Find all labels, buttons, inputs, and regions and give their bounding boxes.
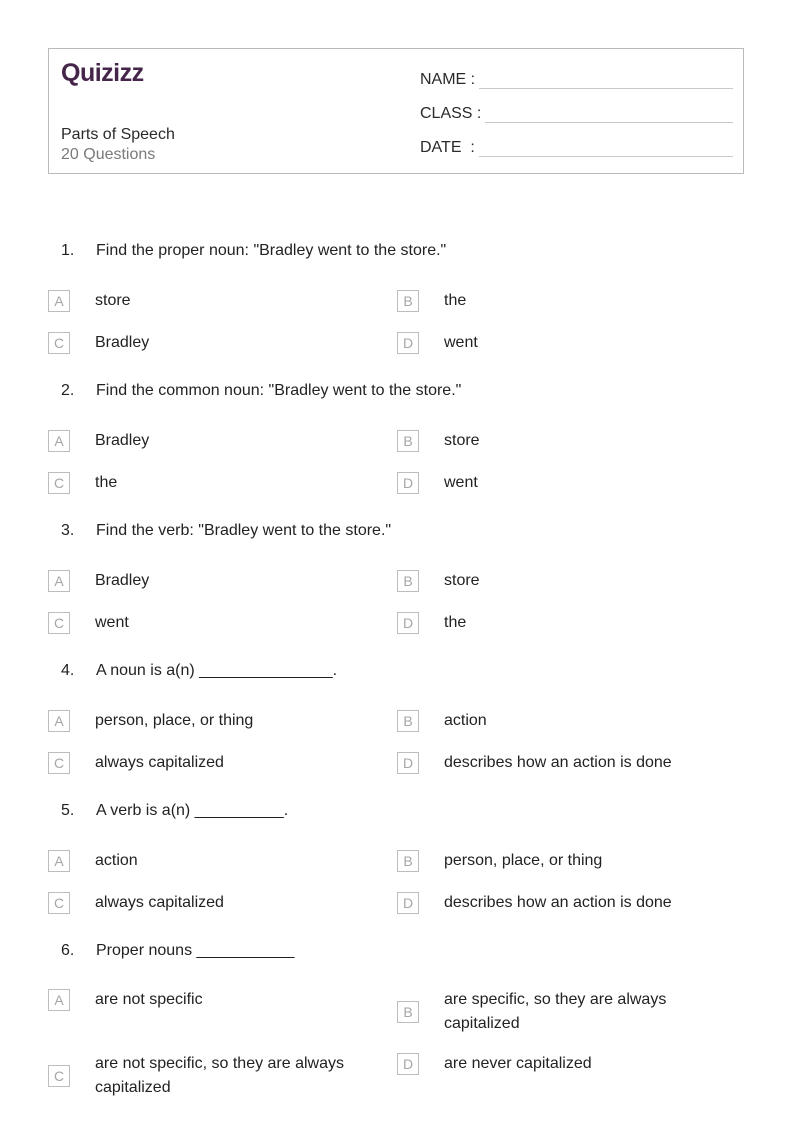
- date-line[interactable]: [479, 136, 733, 157]
- question-number: 1.: [61, 242, 75, 259]
- question-number: 5.: [61, 802, 75, 819]
- question-text: Find the verb: "Bradley went to the store.": [96, 522, 392, 539]
- option-letter-box: D: [397, 892, 419, 914]
- option-text: describes how an action is done: [444, 894, 672, 911]
- option-letter-box: D: [397, 612, 419, 634]
- worksheet-title: Parts of Speech: [61, 126, 175, 143]
- option-letter-box: C: [48, 612, 70, 634]
- option-text: action: [95, 852, 138, 869]
- option-a[interactable]: [48, 988, 378, 1012]
- option-c[interactable]: [48, 611, 378, 635]
- option-letter-box: C: [48, 892, 70, 914]
- date-field[interactable]: [420, 133, 733, 157]
- option-text: went: [444, 334, 478, 351]
- question-count: 20 Questions: [61, 146, 156, 163]
- option-letter-box: C: [48, 752, 70, 774]
- option-letter-box: B: [397, 290, 419, 312]
- option-letter-box: B: [397, 850, 419, 872]
- option-text: Bradley: [95, 334, 150, 351]
- question-text: Find the proper noun: "Bradley went to the store.": [96, 242, 447, 259]
- option-text: store: [444, 432, 480, 449]
- option-a[interactable]: [48, 709, 378, 733]
- option-b[interactable]: [397, 569, 727, 593]
- option-b[interactable]: [397, 849, 727, 873]
- name-label: NAME :: [420, 71, 476, 88]
- option-letter-box: B: [397, 570, 419, 592]
- option-text: store: [444, 572, 480, 589]
- option-text: went: [95, 614, 129, 631]
- option-b[interactable]: [397, 988, 727, 1036]
- option-letter-box: A: [48, 989, 70, 1011]
- option-text: the: [95, 474, 118, 491]
- option-letter-box: C: [48, 472, 70, 494]
- option-d[interactable]: [397, 331, 727, 355]
- option-d[interactable]: [397, 751, 727, 775]
- option-letter-box: D: [397, 332, 419, 354]
- class-label: CLASS :: [420, 105, 482, 122]
- option-letter-box: A: [48, 290, 70, 312]
- option-c[interactable]: [48, 331, 378, 355]
- name-field[interactable]: [420, 65, 733, 89]
- option-letter-box: A: [48, 570, 70, 592]
- option-text: person, place, or thing: [444, 852, 603, 869]
- option-letter-box: C: [48, 332, 70, 354]
- question-number: 6.: [61, 942, 75, 959]
- option-text: store: [95, 292, 131, 309]
- option-a[interactable]: [48, 849, 378, 873]
- question-text: A verb is a(n) __________.: [96, 802, 289, 819]
- option-text: Bradley: [95, 432, 150, 449]
- option-letter-box: A: [48, 430, 70, 452]
- option-a[interactable]: [48, 569, 378, 593]
- question-text: A noun is a(n) _______________.: [96, 662, 338, 679]
- option-text: action: [444, 712, 487, 729]
- option-text: are not specific: [95, 991, 203, 1008]
- option-text: the: [444, 292, 467, 309]
- option-c[interactable]: [48, 891, 378, 915]
- option-b[interactable]: [397, 709, 727, 733]
- option-text: Bradley: [95, 572, 150, 589]
- option-text: are specific, so they are always capitalized: [444, 991, 667, 1032]
- option-letter-box: C: [48, 1065, 70, 1087]
- option-letter-box: A: [48, 850, 70, 872]
- worksheet-header: [48, 48, 744, 174]
- option-letter-box: D: [397, 472, 419, 494]
- question-text: Find the common noun: "Bradley went to the store.": [96, 382, 462, 399]
- option-letter-box: D: [397, 1053, 419, 1075]
- question-number: 4.: [61, 662, 75, 679]
- class-field[interactable]: [420, 99, 733, 123]
- option-c[interactable]: [48, 751, 378, 775]
- option-text: always capitalized: [95, 754, 224, 771]
- option-d[interactable]: [397, 1052, 727, 1076]
- option-c[interactable]: [48, 471, 378, 495]
- option-b[interactable]: [397, 289, 727, 313]
- option-d[interactable]: [397, 891, 727, 915]
- option-letter-box: B: [397, 1001, 419, 1023]
- option-c[interactable]: [48, 1052, 378, 1100]
- option-a[interactable]: [48, 429, 378, 453]
- option-text: are not specific, so they are always capitalized: [95, 1055, 345, 1096]
- option-letter-box: A: [48, 710, 70, 732]
- question-number: 2.: [61, 382, 75, 399]
- option-text: person, place, or thing: [95, 712, 254, 729]
- option-letter-box: B: [397, 430, 419, 452]
- option-d[interactable]: [397, 611, 727, 635]
- option-letter-box: B: [397, 710, 419, 732]
- name-line[interactable]: [479, 68, 733, 89]
- option-letter-box: D: [397, 752, 419, 774]
- option-text: the: [444, 614, 467, 631]
- question-number: 3.: [61, 522, 75, 539]
- date-label: DATE :: [420, 139, 475, 156]
- option-text: went: [444, 474, 478, 491]
- option-text: are never capitalized: [444, 1055, 592, 1072]
- option-d[interactable]: [397, 471, 727, 495]
- quizizz-logo: Quizizz: [61, 59, 144, 87]
- option-text: always capitalized: [95, 894, 224, 911]
- option-text: describes how an action is done: [444, 754, 672, 771]
- class-line[interactable]: [485, 102, 733, 123]
- option-a[interactable]: [48, 289, 378, 313]
- option-b[interactable]: [397, 429, 727, 453]
- question-text: Proper nouns ___________: [96, 942, 295, 959]
